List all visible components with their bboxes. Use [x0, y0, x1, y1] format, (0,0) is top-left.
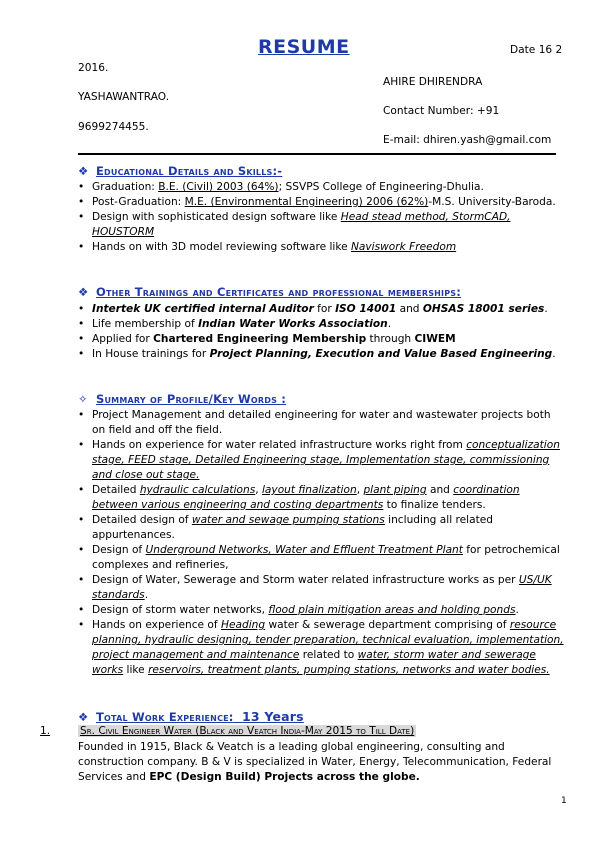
list-item: • Intertek UK certified internal Auditor for ISO 14001 and OHSAS 18001 series.	[76, 302, 566, 317]
company-description: Founded in 1915, Black & Veatch is a leading global engineering, consulting and construction company. B & V is specialized in Water, Energy, Telecommunication, Federal Services and EPC (Design Build) Projects across the globe.	[78, 741, 552, 783]
list-item: • Life membership of Indian Water Works Association.	[76, 317, 566, 332]
list-item: • Graduation: B.E. (Civil) 2003 (64%); SSVPS College of Engineering-Dhulia.	[76, 180, 566, 195]
list-item: • In House trainings for Project Planning, Execution and Value Based Engineering.	[76, 347, 566, 362]
trainings-list	[76, 302, 566, 362]
star-bullet-icon: ✧	[78, 392, 88, 406]
header-divider	[78, 153, 556, 155]
list-item: • Detailed hydraulic calculations, layout finalization, plant piping and coordination between various engineering and costing departments to finalize tenders.	[76, 483, 566, 513]
summary-list	[76, 408, 566, 678]
trainings-heading: ❖ Other Trainings and Certificates and professional memberships:	[78, 285, 462, 299]
candidate-name: AHIRE DHIRENDRA	[383, 76, 483, 88]
education-list	[76, 180, 566, 255]
email-text[interactable]: E-mail: dhiren.yash@gmail.com	[383, 134, 552, 146]
diamond-bullet-icon: ❖	[78, 285, 89, 299]
list-item: • Hands on experience for water related infrastructure works right from conceptualization stage, FEED stage, Detailed Engineering stage, Implementation stage, commissioning and close out stage.	[76, 438, 566, 483]
page-number: 1	[561, 796, 567, 806]
contact-label: Contact Number: +91	[383, 105, 500, 117]
list-item: • Detailed design of water and sewage pumping stations including all related appurtenances.	[76, 513, 566, 543]
diamond-bullet-icon: ❖	[78, 710, 89, 724]
list-item: • Applied for Chartered Engineering Membership through CIWEM	[76, 332, 566, 347]
education-heading: ❖ Educational Details and Skills:-	[78, 164, 283, 178]
candidate-middle-name: YASHAWANTRAO.	[78, 91, 170, 103]
list-item: • Design of Water, Sewerage and Storm water related infrastructure works as per US/UK standards.	[76, 573, 566, 603]
resume-title: RESUME	[258, 36, 350, 58]
experience-heading: ❖ Total Work Experience: 13 Years	[78, 709, 304, 724]
year-text: 2016.	[78, 62, 109, 74]
phone-number: 9699274455.	[78, 121, 149, 133]
experience-role: Sr. Civil Engineer Water (Black and Veatch India-May 2015 to Till Date)	[80, 725, 415, 737]
list-item: • Project Management and detailed engineering for water and wastewater projects both on field and off the field.	[76, 408, 566, 438]
summary-heading: ✧ Summary of Profile/Key Words :	[78, 392, 287, 406]
list-item: • Design with sophisticated design software like Head stead method, StormCAD, HOUSTORM	[76, 210, 566, 240]
list-item: • Hands on experience of Heading water & sewerage department comprising of resource planning, hydraulic designing, tender preparation, technical evaluation, implementation, project management and maintenance related to water, storm water and sewerage works like reservoirs, treatment plants, pumping stations, networks and water bodies.	[76, 618, 566, 678]
list-item: • Post-Graduation: M.E. (Environmental Engineering) 2006 (62%)-M.S. University-Baroda.	[76, 195, 566, 210]
date-text: Date 16 2	[510, 44, 563, 56]
list-item: • Design of Underground Networks, Water and Effluent Treatment Plant for petrochemical complexes and refineries,	[76, 543, 566, 573]
experience-number: 1.	[40, 725, 51, 737]
list-item: • Design of storm water networks, flood plain mitigation areas and holding ponds.	[76, 603, 566, 618]
diamond-bullet-icon: ❖	[78, 164, 89, 178]
list-item: • Hands on with 3D model reviewing software like Naviswork Freedom	[76, 240, 566, 255]
